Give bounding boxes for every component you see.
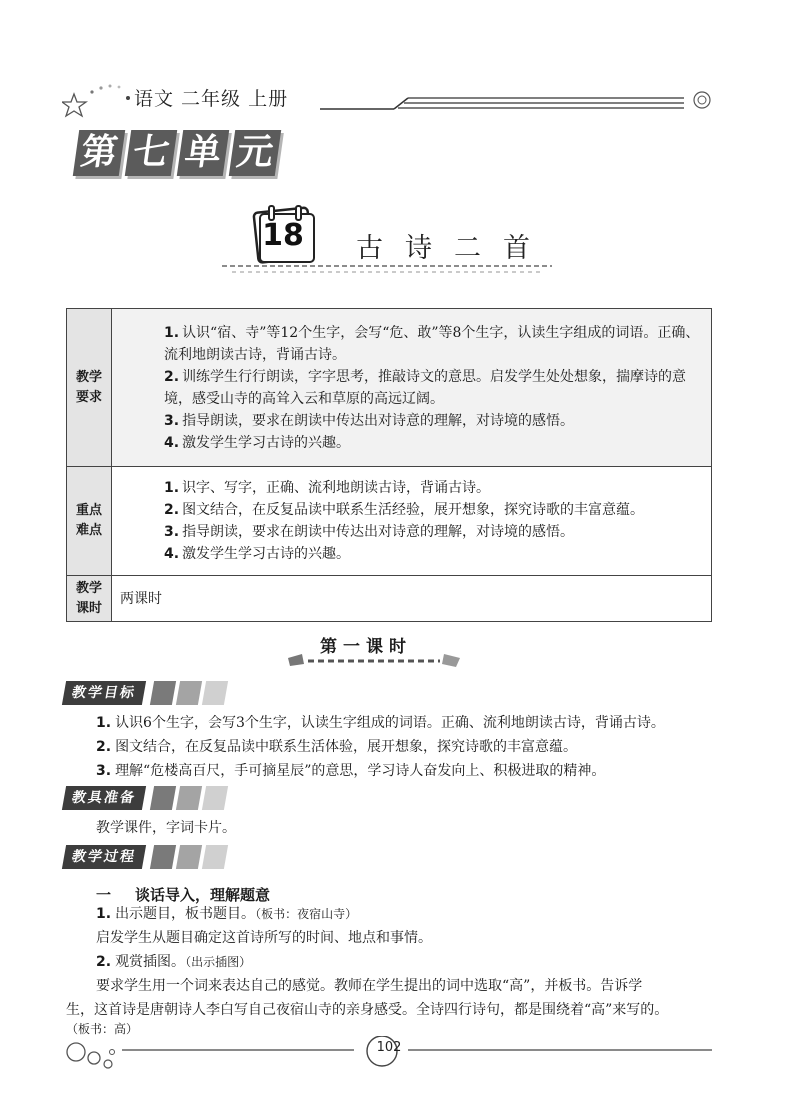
item-number: 3. <box>96 763 112 779</box>
item-text: 理解“危楼高百尺，手可摘星辰”的意思，学习诗人奋发向上、积极进取的精神。 <box>115 763 606 779</box>
unit-char: 第 <box>73 130 125 176</box>
list-item <box>164 366 703 410</box>
list-item <box>96 949 251 975</box>
header-rule <box>62 88 722 118</box>
heading-block <box>176 681 202 705</box>
step-title: 谈话导入，理解题意 <box>135 886 271 904</box>
table-row <box>67 467 712 576</box>
table-row <box>67 576 712 622</box>
step-number: 一 <box>96 886 112 904</box>
list-item <box>96 712 665 734</box>
row-label <box>67 576 112 622</box>
list-item <box>164 499 703 521</box>
heading-block <box>176 845 202 869</box>
list-item <box>96 736 577 758</box>
heading-block <box>202 845 228 869</box>
heading-block <box>176 786 202 810</box>
item-text: 两课时 <box>120 590 162 607</box>
heading-materials <box>64 786 226 810</box>
lesson-title: 古诗二首 <box>356 233 552 264</box>
item-number: 1. <box>164 480 180 496</box>
heading-block <box>150 681 176 705</box>
row-content <box>112 467 712 576</box>
item-text: 指导朗读，要求在朗读中传达出对诗意的理解，对诗境的感悟。 <box>182 524 575 540</box>
list-item <box>164 322 703 366</box>
heading-block <box>150 786 176 810</box>
row-label-text: 教学 要求 <box>75 369 102 405</box>
list-item <box>96 760 605 782</box>
section-divider <box>286 652 462 668</box>
board-note: （出示插图） <box>185 955 252 969</box>
book-title: 语文 二年级 上册 <box>134 88 289 110</box>
unit-char: 元 <box>229 130 281 176</box>
item-number: 1. <box>96 715 112 731</box>
row-label-text: 重点 难点 <box>75 503 102 538</box>
heading-label: 教学过程 <box>62 845 146 869</box>
lesson-divider <box>222 262 552 276</box>
heading-label: 教学目标 <box>62 681 146 705</box>
item-text: 图文结合，在反复品读中联系生活经验，展开想象，探究诗歌的丰富意蕴。 <box>182 502 645 518</box>
heading-label: 教具准备 <box>62 786 146 810</box>
teaching-requirements-table <box>66 308 712 622</box>
item-number: 4. <box>164 434 180 451</box>
paragraph-line: 要求学生用一个词来表达自己的感觉。教师在学生提出的词中选取“高”，并板书。告诉学 <box>96 978 643 994</box>
item-number: 4. <box>164 546 180 562</box>
item-text: 指导朗读，要求在朗读中传达出对诗意的理解，对诗境的感悟。 <box>182 412 575 429</box>
heading-process <box>64 845 226 869</box>
board-note: （板书：高） <box>66 1022 139 1036</box>
lesson-number: 18 <box>262 218 304 253</box>
item-text: 图文结合，在反复品读中联系生活体验，展开想象，探究诗歌的丰富意蕴。 <box>115 739 578 755</box>
list-item <box>164 521 703 543</box>
item-text: 认识“宿、寺”等12个生字，会写“危、敢”等8个生字，认读生字组成的词语。正确、流利地朗读古诗，背诵古诗。 <box>164 324 700 363</box>
item-number: 3. <box>164 524 180 540</box>
section-title: 第一课时 <box>320 637 412 657</box>
row-label <box>67 309 112 467</box>
item-number: 1. <box>96 906 112 922</box>
item-number: 2. <box>96 739 112 755</box>
item-number: 2. <box>164 502 180 518</box>
unit-char: 七 <box>125 130 177 176</box>
list-item <box>164 432 703 454</box>
row-content <box>112 309 712 467</box>
item-text: 激发学生学习古诗的兴趣。 <box>182 434 351 451</box>
row-label-text: 教学 课时 <box>75 580 102 616</box>
item-number: 1. <box>164 324 180 341</box>
list-item <box>164 410 703 432</box>
heading-block <box>202 681 228 705</box>
list-item <box>164 543 703 565</box>
row-content <box>112 576 712 622</box>
unit-char: 单 <box>177 130 229 176</box>
page-number: 102 <box>376 1040 402 1055</box>
item-text: 观赏插图。 <box>115 954 186 970</box>
table-row <box>67 309 712 467</box>
board-note: （板书：夜宿山寺） <box>255 907 358 921</box>
item-text: 激发学生学习古诗的兴趣。 <box>182 546 351 562</box>
heading-block <box>202 786 228 810</box>
materials-text: 教学课件，字词卡片。 <box>96 820 236 836</box>
item-number: 3. <box>164 412 180 429</box>
item-text: 识字、写字，正确、流利地朗读古诗，背诵古诗。 <box>182 480 491 496</box>
paragraph-line: 生，这首诗是唐朝诗人李白写自己夜宿山寺的亲身感受。全诗四行诗句，都是围绕着“高”来写的。 <box>66 1002 669 1018</box>
list-item <box>96 901 357 927</box>
paragraph: 启发学生从题目确定这首诗所写的时间、地点和事情。 <box>96 930 432 946</box>
item-text: 认识6个生字，会写3个生字，认读生字组成的词语。正确、流利地朗读古诗，背诵古诗。 <box>115 715 665 731</box>
unit-title <box>76 130 278 176</box>
item-text: 训练学生行行朗读，字字思考，推敲诗文的意思。启发学生处处想象，揣摩诗的意境，感受山寺的高耸入云和草原的高远辽阔。 <box>164 368 687 407</box>
item-number: 2. <box>164 368 180 385</box>
item-text: 出示题目，板书题目。 <box>115 906 256 922</box>
list-item <box>164 477 703 499</box>
row-label <box>67 467 112 576</box>
item-number: 2. <box>96 954 112 970</box>
heading-block <box>150 845 176 869</box>
heading-objectives <box>64 681 226 705</box>
